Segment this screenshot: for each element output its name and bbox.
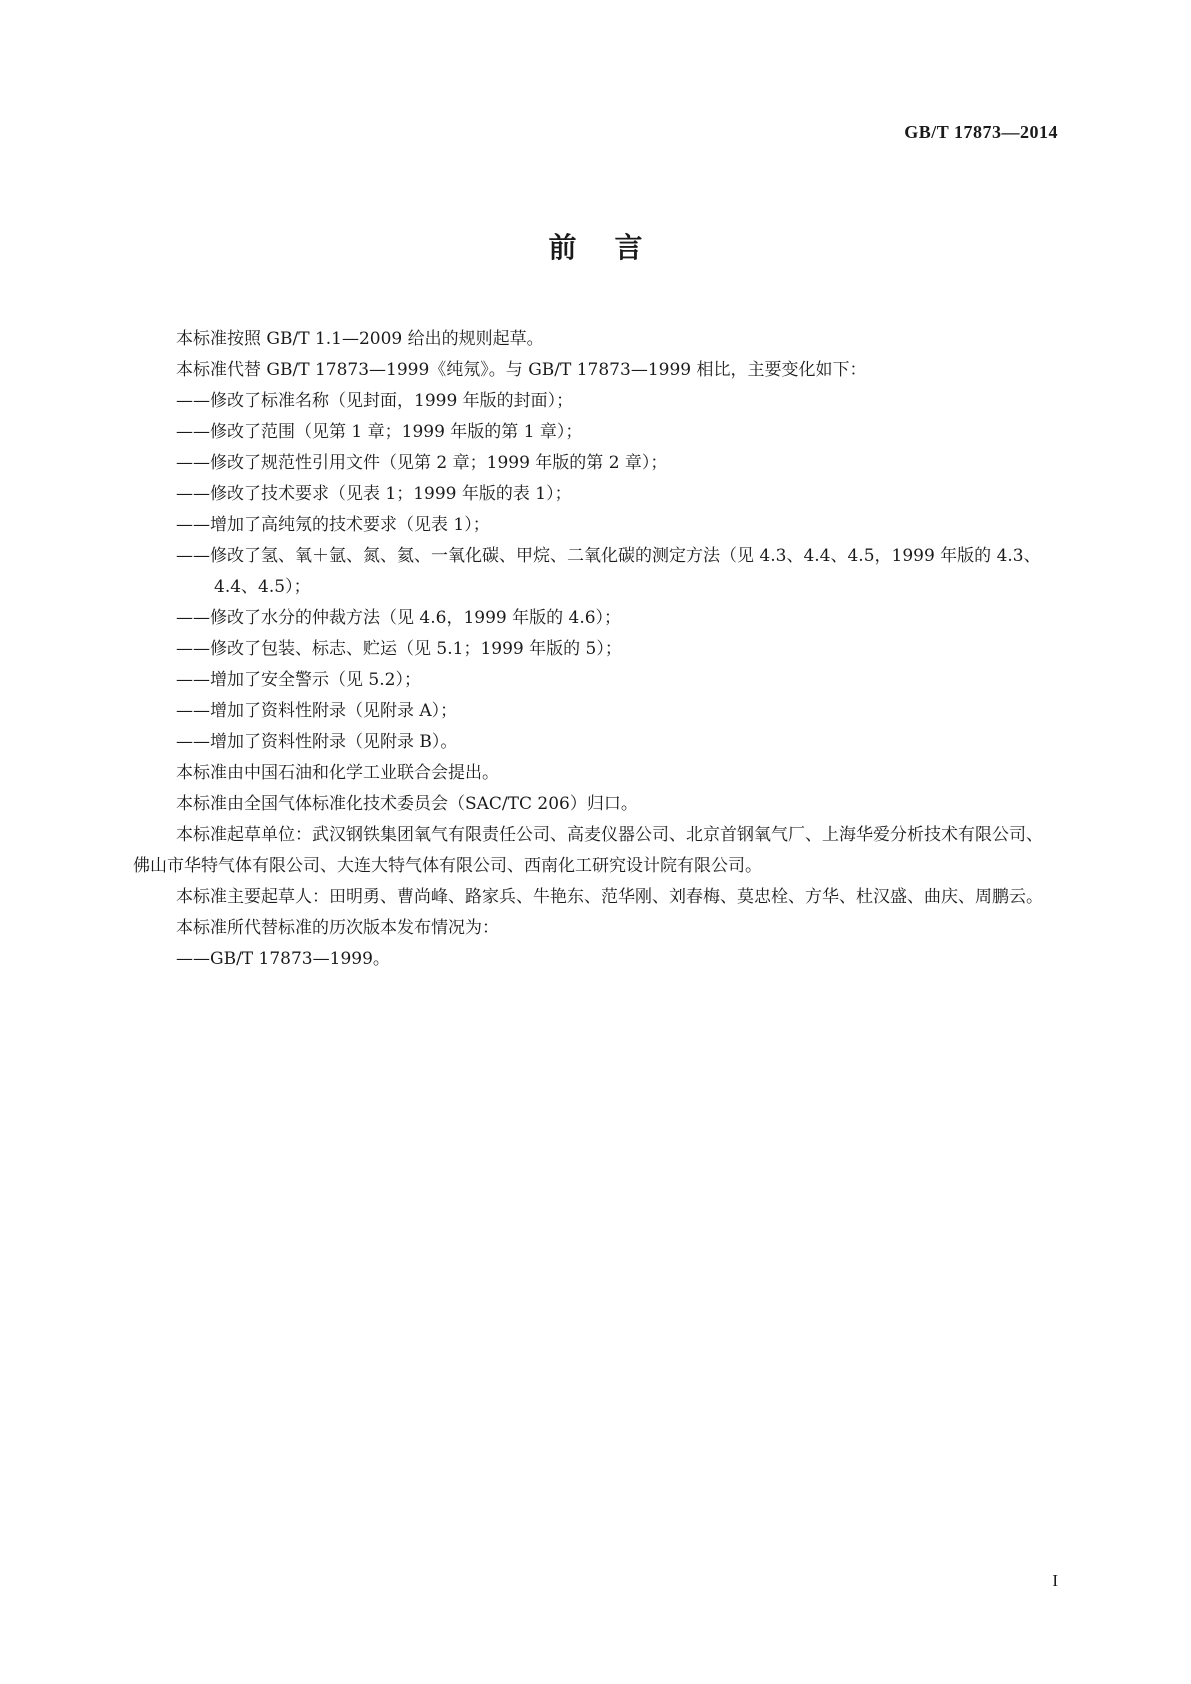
- history-item: ——GB/T 17873—1999。: [176, 949, 390, 969]
- change-item: ——修改了标准名称（见封面，1999 年版的封面）；: [176, 391, 574, 411]
- change-item: ——增加了安全警示（见 5.2）；: [176, 670, 421, 690]
- change-item: ——增加了资料性附录（见附录 A）；: [176, 701, 458, 721]
- change-item: ——修改了包装、标志、贮运（见 5.1；1999 年版的 5）；: [176, 639, 622, 659]
- replacement-paragraph: 本标准代替 GB/T 17873—1999《纯氖》。与 GB/T 17873—1999 相比，主要变化如下：: [176, 360, 867, 380]
- history-intro-paragraph: 本标准所代替标准的历次版本发布情况为：: [176, 918, 499, 938]
- change-item: ——修改了氢、氧＋氩、氮、氦、一氧化碳、甲烷、二氧化碳的测定方法（见 4.3、4.4、4.5，1999 年版的 4.3、4.4、4.5）；: [176, 546, 1041, 597]
- change-item: ——修改了水分的仲裁方法（见 4.6，1999 年版的 4.6）；: [176, 608, 622, 628]
- page-number: I: [1052, 1571, 1058, 1590]
- change-item: ——增加了资料性附录（见附录 B）。: [176, 732, 458, 752]
- standard-code: GB/T 17873—2014: [904, 122, 1058, 142]
- drafters-paragraph: 本标准主要起草人：田明勇、曹尚峰、路家兵、牛艳东、范华刚、刘春梅、莫忠栓、方华、杜汉盛、曲庆、周鹏云。: [176, 887, 1043, 907]
- change-item: ——增加了高纯氖的技术要求（见表 1）；: [176, 515, 490, 535]
- change-item: ——修改了规范性引用文件（见第 2 章；1999 年版的第 2 章）；: [176, 453, 668, 473]
- proposed-by-paragraph: 本标准由中国石油和化学工业联合会提出。: [176, 763, 499, 783]
- page-title: 前言: [548, 231, 681, 264]
- drafting-units-paragraph: 本标准起草单位：武汉钢铁集团氧气有限责任公司、高麦仪器公司、北京首钢氧气厂、上海华爱分析技术有限公司、佛山市华特气体有限公司、大连大特气体有限公司、西南化工研究设计院有限公司。: [133, 825, 1043, 876]
- foreword-body: [133, 324, 1058, 975]
- centralized-by-paragraph: 本标准由全国气体标准化技术委员会（SAC/TC 206）归口。: [176, 794, 638, 814]
- change-item: ——修改了技术要求（见表 1；1999 年版的表 1）；: [176, 484, 572, 504]
- change-item: ——修改了范围（见第 1 章；1999 年版的第 1 章）；: [176, 422, 583, 442]
- drafting-rules-paragraph: 本标准按照 GB/T 1.1—2009 给出的规则起草。: [176, 329, 544, 349]
